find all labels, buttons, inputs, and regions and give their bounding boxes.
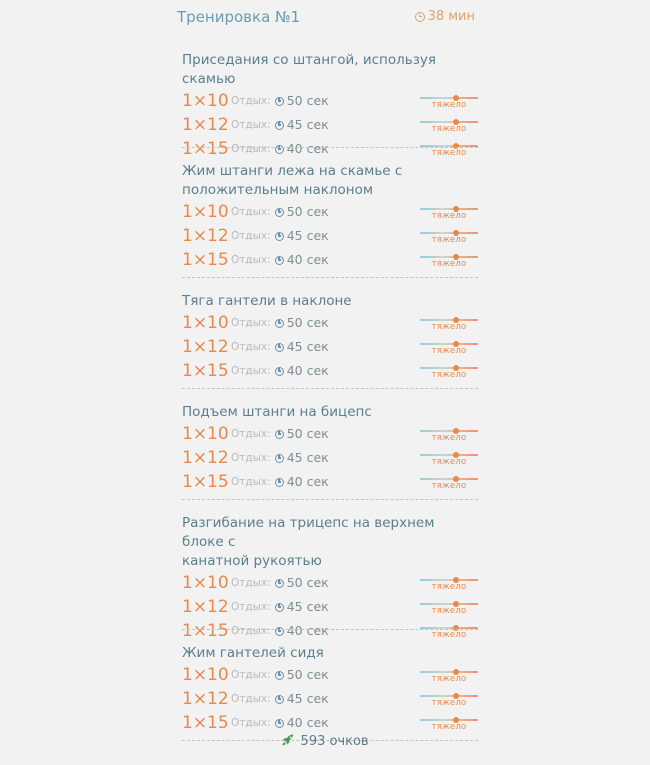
intensity-label: тяжело: [431, 370, 467, 380]
exercise-item[interactable]: [182, 403, 478, 494]
set-rest: [231, 224, 329, 248]
set-row: [182, 711, 478, 735]
clock-icon: [275, 719, 284, 728]
set-rest: [231, 595, 329, 619]
intensity-label: тяжело: [431, 259, 467, 269]
set-rest: [231, 470, 329, 494]
set-row: [182, 113, 478, 137]
exercise-name-line: Тяга гантели в наклоне: [182, 293, 352, 309]
exercise-name-line: Разгибание на трицепс на верхнем блоке с: [182, 515, 435, 550]
set-row: [182, 663, 478, 687]
clock-icon: [275, 695, 284, 704]
intensity-label: тяжело: [431, 322, 467, 332]
intensity-label: тяжело: [431, 582, 467, 592]
intensity-slider[interactable]: [420, 206, 478, 224]
intensity-label: тяжело: [431, 100, 467, 110]
exercise-name: [182, 162, 478, 200]
clock-icon: [275, 603, 284, 612]
set-rest: [231, 687, 329, 711]
clock-icon: [415, 12, 425, 22]
exercise-divider: [182, 499, 478, 500]
set-rest: [231, 619, 329, 643]
set-row: [182, 200, 478, 224]
rest-label: Отдых:: [231, 476, 271, 488]
set-reps: 1×10: [182, 202, 229, 222]
intensity-slider[interactable]: [420, 341, 478, 359]
set-rest: [231, 422, 329, 446]
set-row: [182, 359, 478, 383]
exercise-divider: [182, 629, 478, 630]
intensity-slider[interactable]: [420, 577, 478, 595]
exercise-name-line: Подъем штанги на бицепс: [182, 404, 372, 420]
set-row: [182, 470, 478, 494]
set-reps: 1×10: [182, 91, 229, 111]
exercise-name: [182, 514, 478, 571]
intensity-slider[interactable]: [420, 601, 478, 619]
rest-label: Отдых:: [231, 428, 271, 440]
set-reps: 1×10: [182, 424, 229, 444]
intensity-label: тяжело: [431, 630, 467, 640]
exercise-divider: [182, 147, 478, 148]
rest-label: Отдых:: [231, 119, 271, 131]
rest-label: Отдых:: [231, 717, 271, 729]
intensity-track: [420, 367, 478, 369]
exercise-divider: [182, 277, 478, 278]
intensity-label: тяжело: [431, 457, 467, 467]
intensity-track: [420, 208, 478, 210]
clock-icon: [275, 367, 284, 376]
intensity-slider[interactable]: [420, 365, 478, 383]
rest-value: 50 сек: [286, 667, 329, 682]
rest-label: Отдых:: [231, 254, 271, 266]
set-rest: [231, 446, 329, 470]
rest-label: Отдых:: [231, 601, 271, 613]
set-rest: [231, 663, 329, 687]
clock-icon: [275, 343, 284, 352]
intensity-label: тяжело: [431, 433, 467, 443]
intensity-slider[interactable]: [420, 119, 478, 137]
intensity-track: [420, 719, 478, 721]
exercise-item[interactable]: [182, 514, 478, 643]
rest-value: 45 сек: [286, 228, 329, 243]
set-reps: 1×12: [182, 115, 229, 135]
clock-icon: [275, 121, 284, 130]
intensity-slider[interactable]: [420, 476, 478, 494]
exercise-item[interactable]: [182, 644, 478, 735]
set-rest: [231, 137, 329, 161]
intensity-slider[interactable]: [420, 254, 478, 272]
rocket-icon: [281, 733, 295, 747]
intensity-track: [420, 343, 478, 345]
rest-value: 50 сек: [286, 575, 329, 590]
rest-label: Отдых:: [231, 693, 271, 705]
intensity-slider[interactable]: [420, 669, 478, 687]
rest-value: 45 сек: [286, 450, 329, 465]
set-rest: [231, 359, 329, 383]
set-rest: [231, 89, 329, 113]
set-rest: [231, 200, 329, 224]
set-row: [182, 89, 478, 113]
rest-label: Отдых:: [231, 365, 271, 377]
rest-value: 40 сек: [286, 623, 329, 638]
intensity-label: тяжело: [431, 211, 467, 221]
rest-label: Отдых:: [231, 577, 271, 589]
exercise-item[interactable]: [182, 162, 478, 272]
set-row: [182, 595, 478, 619]
set-reps: 1×12: [182, 448, 229, 468]
clock-icon: [275, 145, 284, 154]
intensity-label: тяжело: [431, 481, 467, 491]
set-rest: [231, 571, 329, 595]
rest-label: Отдых:: [231, 317, 271, 329]
intensity-label: тяжело: [431, 148, 467, 158]
set-reps: 1×15: [182, 472, 229, 492]
intensity-slider[interactable]: [420, 693, 478, 711]
intensity-slider[interactable]: [420, 452, 478, 470]
set-row: [182, 619, 478, 643]
intensity-track: [420, 256, 478, 258]
set-reps: 1×10: [182, 573, 229, 593]
set-reps: 1×15: [182, 250, 229, 270]
exercise-item[interactable]: [182, 292, 478, 383]
rest-label: Отдых:: [231, 341, 271, 353]
intensity-slider[interactable]: [420, 95, 478, 113]
exercise-divider: [182, 388, 478, 389]
set-row: [182, 311, 478, 335]
rest-value: 45 сек: [286, 599, 329, 614]
intensity-track: [420, 232, 478, 234]
clock-icon: [275, 671, 284, 680]
intensity-track: [420, 97, 478, 99]
set-reps: 1×15: [182, 621, 229, 641]
exercise-name: [182, 292, 478, 311]
rest-value: 40 сек: [286, 715, 329, 730]
rest-label: Отдых:: [231, 230, 271, 242]
clock-icon: [275, 97, 284, 106]
intensity-slider[interactable]: [420, 428, 478, 446]
rest-value: 40 сек: [286, 363, 329, 378]
set-reps: 1×12: [182, 689, 229, 709]
clock-icon: [275, 627, 284, 636]
set-row: [182, 687, 478, 711]
clock-icon: [275, 208, 284, 217]
exercise-name: [182, 51, 478, 89]
exercise-name-line: Жим гантелей сидя: [182, 645, 324, 661]
set-reps: 1×15: [182, 713, 229, 733]
intensity-track: [420, 695, 478, 697]
intensity-slider[interactable]: [420, 317, 478, 335]
rest-value: 50 сек: [286, 93, 329, 108]
set-rest: [231, 711, 329, 735]
points-value: 593 очков: [300, 734, 369, 749]
set-reps: 1×12: [182, 597, 229, 617]
intensity-track: [420, 454, 478, 456]
set-row: [182, 422, 478, 446]
workout-title: Тренировка №1: [177, 8, 301, 26]
intensity-label: тяжело: [431, 698, 467, 708]
set-rest: [231, 248, 329, 272]
intensity-label: тяжело: [431, 346, 467, 356]
set-reps: 1×10: [182, 313, 229, 333]
intensity-track: [420, 603, 478, 605]
intensity-label: тяжело: [431, 674, 467, 684]
rest-value: 40 сек: [286, 474, 329, 489]
intensity-label: тяжело: [431, 235, 467, 245]
rest-value: 50 сек: [286, 204, 329, 219]
rest-label: Отдых:: [231, 669, 271, 681]
rest-value: 45 сек: [286, 691, 329, 706]
intensity-track: [420, 430, 478, 432]
set-row: [182, 137, 478, 161]
intensity-slider[interactable]: [420, 625, 478, 643]
rest-label: Отдых:: [231, 95, 271, 107]
set-row: [182, 446, 478, 470]
rest-label: Отдых:: [231, 206, 271, 218]
clock-icon: [275, 454, 284, 463]
intensity-track: [420, 319, 478, 321]
rest-label: Отдых:: [231, 625, 271, 637]
exercise-name-line: канатной рукоятью: [182, 553, 322, 569]
exercise-name: [182, 644, 478, 663]
intensity-track: [420, 579, 478, 581]
set-rest: [231, 311, 329, 335]
intensity-label: тяжело: [431, 124, 467, 134]
set-row: [182, 248, 478, 272]
intensity-slider[interactable]: [420, 230, 478, 248]
intensity-track: [420, 478, 478, 480]
clock-icon: [275, 579, 284, 588]
set-reps: 1×12: [182, 337, 229, 357]
intensity-track: [420, 121, 478, 123]
exercise-name-line: Приседания со штангой, используя скамью: [182, 52, 436, 87]
workout-duration: [415, 9, 475, 24]
exercise-item[interactable]: [182, 51, 478, 161]
clock-icon: [275, 319, 284, 328]
points-footer: [0, 733, 650, 749]
set-rest: [231, 335, 329, 359]
intensity-label: тяжело: [431, 722, 467, 732]
clock-icon: [275, 256, 284, 265]
workout-header: [177, 8, 475, 28]
rest-value: 50 сек: [286, 426, 329, 441]
exercise-name: [182, 403, 478, 422]
set-row: [182, 335, 478, 359]
set-reps: 1×15: [182, 361, 229, 381]
intensity-label: тяжело: [431, 606, 467, 616]
set-row: [182, 571, 478, 595]
set-reps: 1×15: [182, 139, 229, 159]
intensity-track: [420, 671, 478, 673]
rest-value: 40 сек: [286, 252, 329, 267]
exercise-name-line: положительным наклоном: [182, 182, 374, 198]
set-rest: [231, 113, 329, 137]
rest-value: 40 сек: [286, 141, 329, 156]
clock-icon: [275, 430, 284, 439]
clock-icon: [275, 478, 284, 487]
rest-value: 45 сек: [286, 339, 329, 354]
exercise-name-line: Жим штанги лежа на скамье с: [182, 163, 403, 179]
rest-label: Отдых:: [231, 143, 271, 155]
rest-value: 50 сек: [286, 315, 329, 330]
set-row: [182, 224, 478, 248]
workout-duration-value: 38 мин: [427, 9, 475, 24]
intensity-slider[interactable]: [420, 143, 478, 161]
set-reps: 1×10: [182, 665, 229, 685]
set-reps: 1×12: [182, 226, 229, 246]
clock-icon: [275, 232, 284, 241]
rest-label: Отдых:: [231, 452, 271, 464]
rest-value: 45 сек: [286, 117, 329, 132]
